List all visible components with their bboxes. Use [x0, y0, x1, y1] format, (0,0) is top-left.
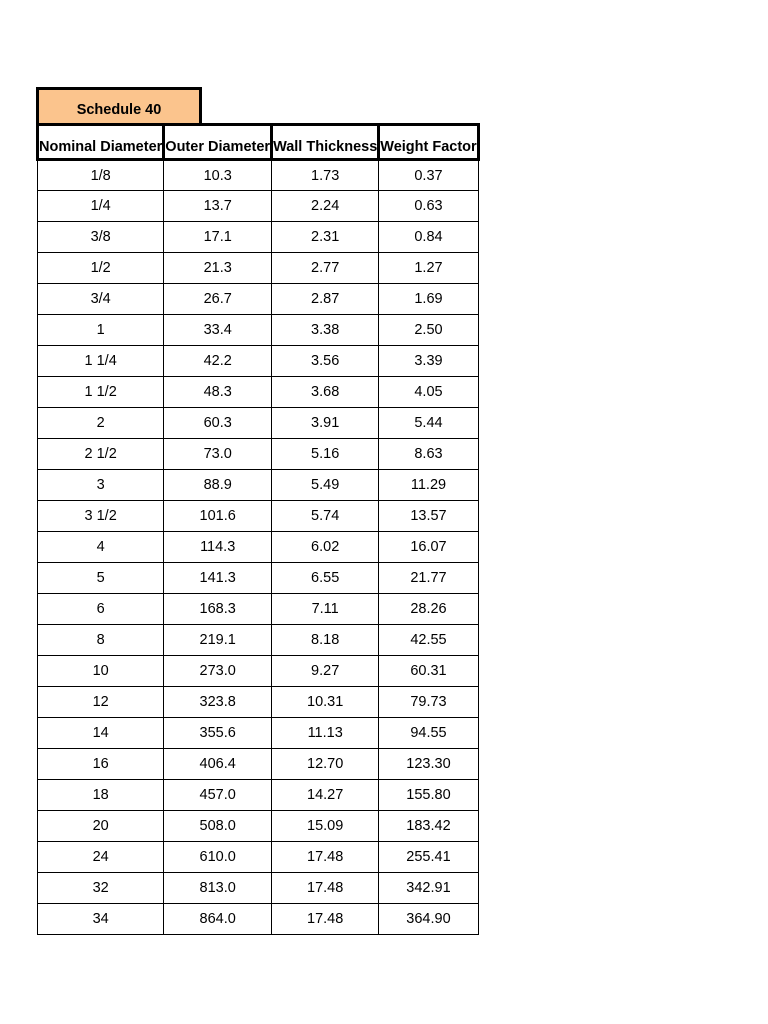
outer-diameter-cell[interactable]: 42.2	[164, 346, 272, 377]
nominal-diameter-cell[interactable]: 18	[38, 780, 164, 811]
nominal-diameter-cell[interactable]: 12	[38, 687, 164, 718]
weight-factor-cell[interactable]: 8.63	[379, 439, 478, 470]
nominal-diameter-cell[interactable]: 5	[38, 563, 164, 594]
wall-thickness-cell[interactable]: 10.31	[272, 687, 379, 718]
weight-factor-cell[interactable]: 364.90	[379, 904, 478, 935]
wall-thickness-cell[interactable]: 17.48	[272, 904, 379, 935]
table-row	[38, 563, 479, 594]
nominal-diameter-cell[interactable]: 32	[38, 873, 164, 904]
nominal-diameter-cell[interactable]: 1	[38, 315, 164, 346]
outer-diameter-cell[interactable]: 219.1	[164, 625, 272, 656]
table-row	[38, 439, 479, 470]
nominal-diameter-cell[interactable]: 3/4	[38, 284, 164, 315]
table-row	[38, 687, 479, 718]
nominal-diameter-cell[interactable]: 3 1/2	[38, 501, 164, 532]
table-row	[38, 160, 479, 191]
wall-thickness-cell[interactable]: 3.68	[272, 377, 379, 408]
header-nominal-diameter[interactable]: Nominal Diameter	[38, 125, 164, 160]
nominal-diameter-cell[interactable]: 24	[38, 842, 164, 873]
outer-diameter-cell[interactable]: 33.4	[164, 315, 272, 346]
wall-thickness-cell[interactable]: 1.73	[272, 160, 379, 191]
outer-diameter-cell[interactable]: 48.3	[164, 377, 272, 408]
outer-diameter-cell[interactable]: 508.0	[164, 811, 272, 842]
wall-thickness-cell[interactable]: 6.02	[272, 532, 379, 563]
outer-diameter-cell[interactable]: 864.0	[164, 904, 272, 935]
nominal-diameter-cell[interactable]: 1 1/4	[38, 346, 164, 377]
nominal-diameter-cell[interactable]: 1/4	[38, 191, 164, 222]
wall-thickness-cell[interactable]: 17.48	[272, 873, 379, 904]
header-weight-factor[interactable]: Weight Factor	[379, 125, 478, 160]
table-row	[38, 842, 479, 873]
outer-diameter-cell[interactable]: 101.6	[164, 501, 272, 532]
table-row	[38, 718, 479, 749]
wall-thickness-cell[interactable]: 7.11	[272, 594, 379, 625]
weight-factor-cell[interactable]: 1.69	[379, 284, 478, 315]
outer-diameter-cell[interactable]: 323.8	[164, 687, 272, 718]
table-row	[38, 532, 479, 563]
header-outer-diameter[interactable]: Outer Diameter	[164, 125, 272, 160]
weight-factor-cell[interactable]: 255.41	[379, 842, 478, 873]
outer-diameter-cell[interactable]: 610.0	[164, 842, 272, 873]
weight-factor-cell[interactable]: 16.07	[379, 532, 478, 563]
wall-thickness-cell[interactable]: 5.49	[272, 470, 379, 501]
weight-factor-cell[interactable]: 0.84	[379, 222, 478, 253]
table-row	[38, 191, 479, 222]
outer-diameter-cell[interactable]: 10.3	[164, 160, 272, 191]
nominal-diameter-cell[interactable]: 20	[38, 811, 164, 842]
weight-factor-cell[interactable]: 0.63	[379, 191, 478, 222]
weight-factor-cell[interactable]: 5.44	[379, 408, 478, 439]
nominal-diameter-cell[interactable]: 3	[38, 470, 164, 501]
weight-factor-cell[interactable]: 123.30	[379, 749, 478, 780]
outer-diameter-cell[interactable]: 13.7	[164, 191, 272, 222]
wall-thickness-cell[interactable]: 11.13	[272, 718, 379, 749]
outer-diameter-cell[interactable]: 273.0	[164, 656, 272, 687]
nominal-diameter-cell[interactable]: 14	[38, 718, 164, 749]
outer-diameter-cell[interactable]: 73.0	[164, 439, 272, 470]
table-row	[38, 222, 479, 253]
outer-diameter-cell[interactable]: 60.3	[164, 408, 272, 439]
weight-factor-cell[interactable]: 0.37	[379, 160, 478, 191]
nominal-diameter-cell[interactable]: 2 1/2	[38, 439, 164, 470]
nominal-diameter-cell[interactable]: 1/8	[38, 160, 164, 191]
nominal-diameter-cell[interactable]: 3/8	[38, 222, 164, 253]
weight-factor-cell[interactable]: 60.31	[379, 656, 478, 687]
table-body	[38, 160, 479, 935]
header-wall-thickness[interactable]: Wall Thickness	[272, 125, 379, 160]
table-row	[38, 780, 479, 811]
outer-diameter-cell[interactable]: 88.9	[164, 470, 272, 501]
wall-thickness-cell[interactable]: 14.27	[272, 780, 379, 811]
wall-thickness-cell[interactable]: 2.31	[272, 222, 379, 253]
nominal-diameter-cell[interactable]: 4	[38, 532, 164, 563]
table-row	[38, 284, 479, 315]
nominal-diameter-cell[interactable]: 10	[38, 656, 164, 687]
weight-factor-cell[interactable]: 342.91	[379, 873, 478, 904]
table-row	[38, 315, 479, 346]
outer-diameter-cell[interactable]: 21.3	[164, 253, 272, 284]
outer-diameter-cell[interactable]: 355.6	[164, 718, 272, 749]
weight-factor-cell[interactable]: 183.42	[379, 811, 478, 842]
pipe-table	[36, 123, 480, 935]
table-title[interactable]: Schedule 40	[36, 87, 202, 123]
table-row	[38, 594, 479, 625]
header-row	[38, 125, 479, 160]
nominal-diameter-cell[interactable]: 34	[38, 904, 164, 935]
nominal-diameter-cell[interactable]: 6	[38, 594, 164, 625]
table-row	[38, 501, 479, 532]
outer-diameter-cell[interactable]: 168.3	[164, 594, 272, 625]
weight-factor-cell[interactable]: 11.29	[379, 470, 478, 501]
wall-thickness-cell[interactable]: 17.48	[272, 842, 379, 873]
weight-factor-cell[interactable]: 21.77	[379, 563, 478, 594]
wall-thickness-cell[interactable]: 2.77	[272, 253, 379, 284]
wall-thickness-cell[interactable]: 5.74	[272, 501, 379, 532]
table-row	[38, 749, 479, 780]
wall-thickness-cell[interactable]: 3.56	[272, 346, 379, 377]
outer-diameter-cell[interactable]: 114.3	[164, 532, 272, 563]
wall-thickness-cell[interactable]: 8.18	[272, 625, 379, 656]
wall-thickness-cell[interactable]: 3.38	[272, 315, 379, 346]
table-row	[38, 377, 479, 408]
weight-factor-cell[interactable]: 1.27	[379, 253, 478, 284]
nominal-diameter-cell[interactable]: 1 1/2	[38, 377, 164, 408]
wall-thickness-cell[interactable]: 5.16	[272, 439, 379, 470]
outer-diameter-cell[interactable]: 141.3	[164, 563, 272, 594]
nominal-diameter-cell[interactable]: 2	[38, 408, 164, 439]
weight-factor-cell[interactable]: 155.80	[379, 780, 478, 811]
table-row	[38, 253, 479, 284]
nominal-diameter-cell[interactable]: 1/2	[38, 253, 164, 284]
table-row	[38, 904, 479, 935]
outer-diameter-cell[interactable]: 406.4	[164, 749, 272, 780]
nominal-diameter-cell[interactable]: 8	[38, 625, 164, 656]
weight-factor-cell[interactable]: 28.26	[379, 594, 478, 625]
wall-thickness-cell[interactable]: 9.27	[272, 656, 379, 687]
table-row	[38, 811, 479, 842]
wall-thickness-cell[interactable]: 6.55	[272, 563, 379, 594]
table-row	[38, 656, 479, 687]
wall-thickness-cell[interactable]: 2.24	[272, 191, 379, 222]
wall-thickness-cell[interactable]: 15.09	[272, 811, 379, 842]
outer-diameter-cell[interactable]: 17.1	[164, 222, 272, 253]
table-row	[38, 873, 479, 904]
weight-factor-cell[interactable]: 4.05	[379, 377, 478, 408]
table-row	[38, 346, 479, 377]
wall-thickness-cell[interactable]: 3.91	[272, 408, 379, 439]
weight-factor-cell[interactable]: 94.55	[379, 718, 478, 749]
table-row	[38, 408, 479, 439]
weight-factor-cell[interactable]: 13.57	[379, 501, 478, 532]
weight-factor-cell[interactable]: 42.55	[379, 625, 478, 656]
wall-thickness-cell[interactable]: 2.87	[272, 284, 379, 315]
wall-thickness-cell[interactable]: 12.70	[272, 749, 379, 780]
weight-factor-cell[interactable]: 2.50	[379, 315, 478, 346]
table-row	[38, 470, 479, 501]
table-row	[38, 625, 479, 656]
weight-factor-cell[interactable]: 79.73	[379, 687, 478, 718]
nominal-diameter-cell[interactable]: 16	[38, 749, 164, 780]
outer-diameter-cell[interactable]: 457.0	[164, 780, 272, 811]
weight-factor-cell[interactable]: 3.39	[379, 346, 478, 377]
outer-diameter-cell[interactable]: 813.0	[164, 873, 272, 904]
outer-diameter-cell[interactable]: 26.7	[164, 284, 272, 315]
